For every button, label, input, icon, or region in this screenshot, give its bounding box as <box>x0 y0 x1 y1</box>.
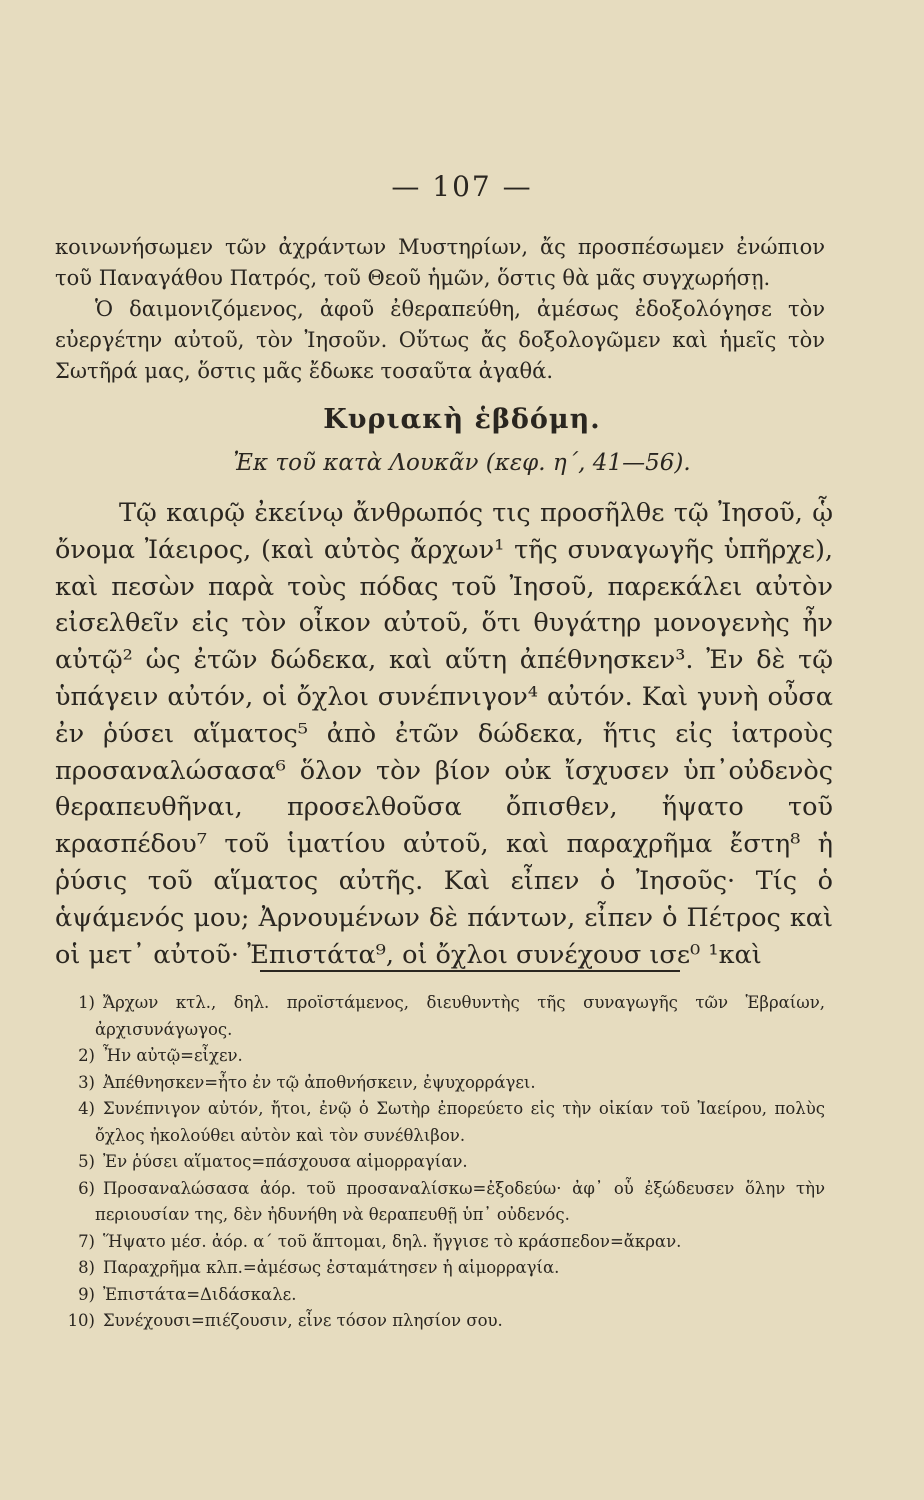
gospel-paragraph: Τῷ καιρῷ ἐκείνῳ ἄνθρωπός τις προσῆλθε τῷ Ἰησοῦ, ᾧ ὄνομα Ἰάειρος, (καὶ αὐτὸς ἄρχων¹ τῆς συναγωγῆς ὑπῆρχε), καὶ πεσὼν παρὰ τοὺς πόδας τοῦ Ἰησοῦ, παρεκάλει αὐτὸν εἰσελθεῖν εἰς τὸν οἶκον αὐτοῦ, ὅτι θυγάτηρ μονογενὴς ἦν αὐτῷ² ὡς ἐτῶν δώδεκα, καὶ αὕτη ἀπέθνησκεν³. Ἐν δὲ τῷ ὑπάγειν αὐτόν, οἱ ὄχλοι συνέπνιγον⁴ αὐτόν. Καὶ γυνὴ οὖσα ἐν ῥύσει αἵματος⁵ ἀπὸ ἐτῶν δώδεκα, ἥτις εἰς ἰατροὺς προσαναλώσασα⁶ ὅλον τὸν βίον οὐκ ἴσχυσεν ὑπ᾽οὐδενὸς θεραπευθῆναι, προσελθοῦσα ὄπισθεν, ἥψατο τοῦ κρασπέδου⁷ τοῦ ἱματίου αὐτοῦ, καὶ παραχρῆμα ἔστη⁸ ἡ ῥύσις τοῦ αἵματος αὐτῆς. Καὶ εἶπεν ὁ Ἰησοῦς· Τίς ὁ ἁψάμενός μου; Ἀρνουμένων δὲ πάντων, εἶπεν ὁ Πέτρος καὶ οἱ μετ᾽ αὐτοῦ· Ἐπιστάτα⁹, οἱ ὄχλοι συνέχουσ ισε⁰ ¹καὶ <box>55 498 833 970</box>
footnote-text: Προσαναλώσασα ἀόρ. τοῦ προσαναλίσκω=ἐξοδεύω· ἀφ᾽ οὗ ἐξώδευσεν ὅλην τὴν περιουσίαν της, δὲν ἠδυνήθη νὰ θεραπευθῇ ὑπ᾽ οὐδενός. <box>95 1178 825 1224</box>
footnote-divider <box>260 970 680 972</box>
footnote-text: Συνέπνιγον αὐτόν, ἤτοι, ἐνῷ ὁ Σωτὴρ ἐπορεύετο εἰς τὴν οἰκίαν τοῦ Ἰαείρου, πολὺς ὄχλος ἠκολούθει αὐτὸν καὶ τὸν συνέθλιβον. <box>95 1099 825 1145</box>
footnote <box>55 1149 825 1176</box>
footnote-text: Ἦν αὐτῷ=εἶχεν. <box>103 1046 243 1065</box>
footnote-number: 8) <box>78 1258 95 1277</box>
footnote-number: 9) <box>78 1284 95 1304</box>
intro-paragraph: Ὁ δαιμονιζόμενος, ἀφοῦ ἐθεραπεύθη, ἀμέσως ἐδοξολόγησε τὸν εὐεργέτην αὐτοῦ, τὸν Ἰησοῦν. Οὕτως ἄς δοξολογῶμεν καὶ ἡμεῖς τὸν Σωτῆρά μας, ὅστις μᾶς ἔδωκε τοσαῦτα ἀγαθά. <box>55 297 825 383</box>
footnote-text: Ἥψατο μέσ. ἀόρ. α΄ τοῦ ἅπτομαι, δηλ. ἤγγισε τὸ κράσπεδον=ἄκραν. <box>103 1231 682 1251</box>
footnote <box>55 1096 825 1149</box>
footnote-text: Παραχρῆμα κλπ.=ἀμέσως ἐσταμάτησεν ἡ αἱμορραγία. <box>103 1258 560 1277</box>
gospel-text <box>55 495 833 973</box>
footnote <box>55 1255 825 1282</box>
footnote-text: Ἀπέθνησκεν=ἦτο ἐν τῷ ἀποθνήσκειν, ἐψυχορράγει. <box>103 1072 536 1092</box>
footnotes <box>55 990 825 1335</box>
footnote-number: 4) <box>78 1099 95 1118</box>
footnote <box>55 1282 825 1309</box>
footnote-number: 7) <box>78 1231 95 1251</box>
footnote <box>55 1229 825 1256</box>
footnote <box>55 1043 825 1070</box>
footnote-number: 10) <box>67 1311 95 1330</box>
footnote <box>55 1176 825 1229</box>
footnote-text: Ἐπιστάτα=Διδάσκαλε. <box>103 1284 297 1304</box>
intro-text <box>55 232 825 387</box>
footnote-number: 3) <box>78 1072 95 1092</box>
footnote <box>55 1070 825 1097</box>
footnote-number: 1) <box>78 993 95 1012</box>
footnote-number: 2) <box>78 1046 95 1065</box>
footnote <box>55 990 825 1043</box>
page-number: — 107 — <box>391 170 533 203</box>
section-heading: Κυριακὴ ἑβδόμη. <box>323 404 601 435</box>
footnote-text: Ἄρχων κτλ., δηλ. προϊστάμενος, διευθυντὴς τῆς συναγωγῆς τῶν Ἑβραίων, ἀρχισυνάγωγος. <box>95 993 825 1039</box>
footnote-text: Συνέχουσι=πιέζουσιν, εἶνε τόσον πλησίον σου. <box>103 1311 503 1330</box>
footnote-number: 6) <box>78 1178 95 1198</box>
footnote-text: Ἐν ῥύσει αἵματος=πάσχουσα αἱμορραγίαν. <box>103 1152 468 1171</box>
footnote-number: 5) <box>78 1152 95 1171</box>
intro-paragraph: κοινωνήσωμεν τῶν ἀχράντων Μυστηρίων, ἄς προσπέσωμεν ἐνώπιον τοῦ Παναγάθου Πατρός, τοῦ Θεοῦ ἡμῶν, ὅστις θὰ μᾶς συγχωρήσῃ. <box>55 235 825 290</box>
footnote <box>55 1308 825 1335</box>
section-subheading: Ἐκ τοῦ κατὰ Λουκᾶν (κεφ. η΄, 41—56). <box>233 450 691 476</box>
